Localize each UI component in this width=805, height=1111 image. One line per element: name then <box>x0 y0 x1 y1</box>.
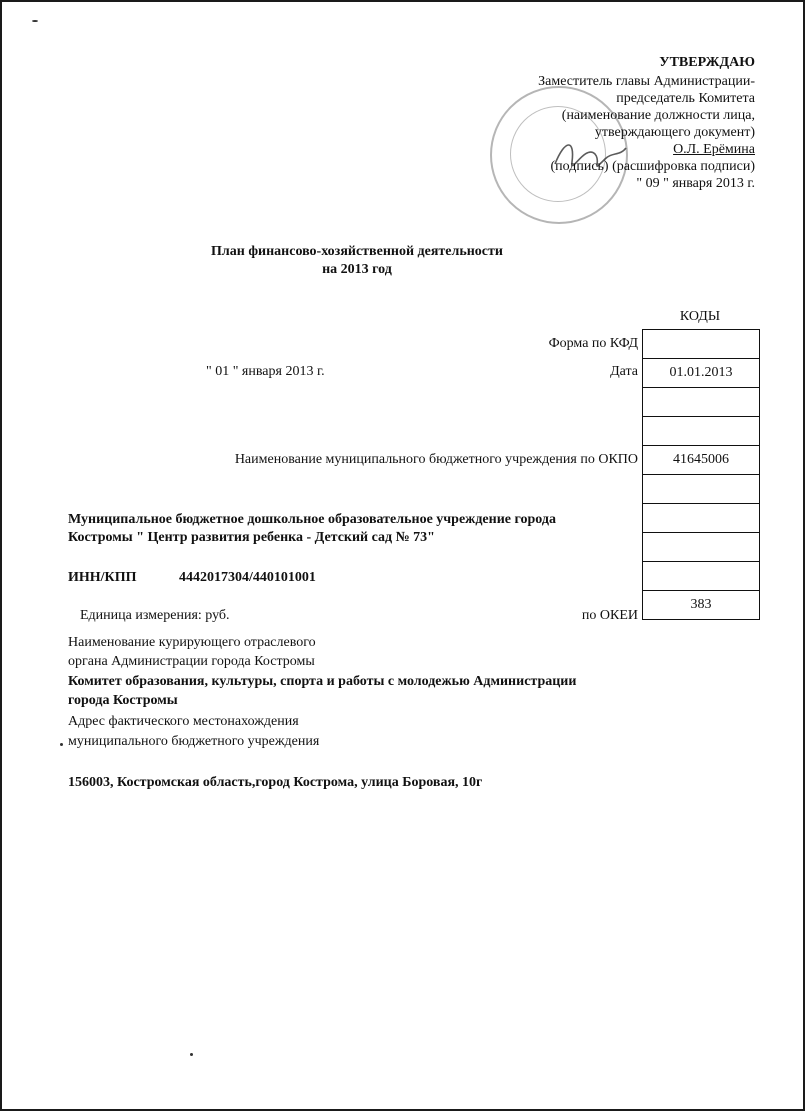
label-form-kfd: Форма по КФД <box>548 336 638 351</box>
scan-speck <box>190 1053 193 1056</box>
authority-label-line1: Наименование курирующего отраслевого <box>68 635 316 650</box>
approval-position-line1: Заместитель главы Администрации- <box>538 74 755 89</box>
codes-table <box>642 329 760 620</box>
address-value: 156003, Костромская область,город Кострома, улица Боровая, 10г <box>68 775 483 790</box>
label-okei: по ОКЕИ <box>581 608 638 623</box>
address-label-line2: муниципального бюджетного учреждения <box>68 734 320 749</box>
label-date: Дата <box>610 364 638 379</box>
scan-speck <box>60 743 63 746</box>
authority-name-line2: города Костромы <box>68 693 178 708</box>
code-cell-kfd <box>643 330 759 359</box>
code-cell-empty <box>643 388 759 417</box>
institution-name-line2: Костромы " Центр развития ребенка - Детский сад № 73" <box>68 530 435 545</box>
approval-position-line2: председатель Комитета <box>616 91 755 106</box>
scan-speck <box>32 20 38 22</box>
unit-label: Единица измерения: руб. <box>80 608 230 623</box>
approval-position-caption: (наименование должности лица, <box>561 108 755 123</box>
approval-position-caption2: утверждающего документ) <box>594 125 755 140</box>
code-cell-empty <box>643 504 759 533</box>
institution-name-line1: Муниципальное бюджетное дошкольное образовательное учреждение города <box>68 512 556 527</box>
approval-signer-name: О.Л. Ерёмина <box>673 142 755 157</box>
codes-header: КОДЫ <box>679 309 721 324</box>
code-cell-empty <box>643 562 759 591</box>
document-title-line1: План финансово-хозяйственной деятельности <box>211 244 503 259</box>
document-date-line: " 01 " января 2013 г. <box>206 364 325 379</box>
approval-date: " 09 " января 2013 г. <box>636 176 755 191</box>
address-label-line1: Адрес фактического местонахождения <box>68 714 299 729</box>
inn-value: 4442017304/440101001 <box>179 570 316 585</box>
code-cell-okei: 383 <box>643 591 759 620</box>
approval-title: УТВЕРЖДАЮ <box>659 55 755 70</box>
inn-label: ИНН/КПП <box>68 570 137 585</box>
label-okpo: Наименование муниципального бюджетного учреждения по ОКПО <box>234 452 638 467</box>
document-title-line2: на 2013 год <box>322 262 392 277</box>
code-cell-empty <box>643 417 759 446</box>
code-cell-date: 01.01.2013 <box>643 359 759 388</box>
authority-label-line2: органа Администрации города Костромы <box>68 654 315 669</box>
code-cell-empty <box>643 475 759 504</box>
code-cell-empty <box>643 533 759 562</box>
approval-signature-caption: (подпись) (расшифровка подписи) <box>550 159 755 174</box>
authority-name-line1: Комитет образования, культуры, спорта и работы с молодежью Администрации <box>68 674 577 689</box>
code-cell-okpo: 41645006 <box>643 446 759 475</box>
